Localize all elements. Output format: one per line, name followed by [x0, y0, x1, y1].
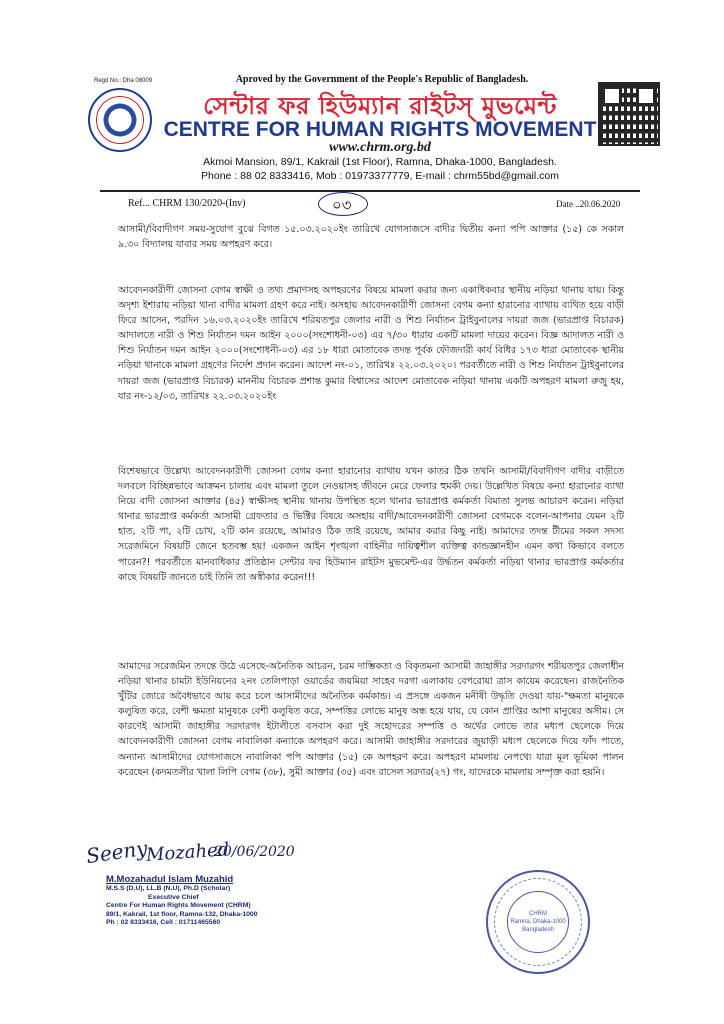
- approval-line: Aproved by the Government of the People's Republic of Bangladesh.: [235, 74, 529, 85]
- signer-organization: Centre For Human Rights Movement (CHRM): [106, 902, 251, 910]
- registration-number: Regd No.: Dha 08009: [94, 78, 153, 84]
- seal-line-1: CHRM: [529, 911, 547, 917]
- page-number: ০৩: [332, 196, 352, 214]
- organization-contact: Phone : 88 02 8333416, Mob : 01973377779, E-mail : chrm55bd@gmail.com: [201, 170, 559, 182]
- website-link[interactable]: www.chrm.org.bd: [329, 140, 431, 155]
- signer-block: [106, 874, 258, 928]
- qr-code-icon: [598, 82, 660, 146]
- signature-date: 20/06/2020: [214, 844, 295, 860]
- organization-name-english: CENTRE FOR HUMAN RIGHTS MOVEMENT: [163, 118, 597, 141]
- organization-logo-icon: [88, 88, 152, 152]
- official-seal-stamp: [486, 870, 590, 974]
- body-paragraph-3: বিশেষভাবে উল্লেখ্য আবেদনকারীণী জোসনা বেগম কন্যা হারানোর ব্যাথায় যখন কাতর ঠিক তখনি আসামী/বিবাদীগণ বাদীর বাড়ীতে দলবলে বিচ্ছিন্নভাবে আক্রমন চালায় এবং মামলা তুলে নেওয়াসহ জীবনে মেরে ফেলার হুমকী দেয়। উল্লেখিত বিষয়ে কন্যা হারানোর ব্যাথা নিয়ে বাদী জোসনা আক্তার (৪৫) স্বাক্ষীসহ স্থানীয় থানায় উপস্থিত হলে থানার ভারপ্রাপ্ত কর্মকর্তা বিমাতা সুলভ আচারণ করেন। নড়িয়া থানার ভারপ্রাপ্ত কর্মকর্তা আসামী গ্রেফতার ও ভিক্টির বিষয়ে অসহায় বাদী/আবেদনকারীণী জোসনা বেগমকে বলেন-আপনার যেমন ২টি হাত, ২টি পা, ২টি চোখ, ২টি কান রয়েছে, আমারও ঠিক তাই রয়েছে, আমার করার কিছু নাই। আমাদের তদন্ত টীমের সকল সদস্য সরেজমিনে বিষয়টি জেনে হতবম্ভ হয়! একজন আইন শৃংঙ্খলা বাহিনীর দায়িত্বশীল ব্যক্তিত্ব কান্ডজ্ঞানহীন এমন কথা কিভাবে বলতে পারেন?! পরবর্তীতে মানবাধিকার প্রতিষ্ঠান সেন্টার ফর হিউম্যান রাইটস মুভমেন্ট-এর উর্দ্ধতন কর্মকর্তা নড়িয়া থানার ভারপ্রাপ্ত কর্মকর্তার কাছে বিষয়টি জানতে চাই তিনি তা অস্বীকার করেন!!!: [118, 466, 624, 583]
- organization-name-bengali: সেন্টার ফর হিউম্যান রাইটস্‌ মুভমেন্ট: [203, 92, 557, 120]
- organization-address: Akmoi Mansion, 89/1, Kakrail (1st Floor), Ramna, Dhaka-1000, Bangladesh.: [203, 156, 557, 168]
- signature-1: Seeny: [84, 835, 149, 869]
- signature-2: Mozahed: [145, 839, 230, 866]
- seal-line-2: Ramna, Dhaka-1000: [510, 919, 566, 925]
- letter-date: Date ..20.06.2020: [556, 199, 621, 209]
- body-paragraph-2: আবেদনকারীণী জোসনা বেগম স্বাক্ষী ও তথ্য প্রমাণসহ অপহরণের বিষয়ে মামলা করার জন্য একাধিকবার স্থানীয় নড়িয়া থানায় যায়। কিন্তু অদৃশ্য ইশারায় নড়িয়া থানা বাদীর মামলা গ্রহণ করে নাই। অসহায় আবেদনকারীণী জোসনা বেগম কন্যা হারানোর ব্যাথায় ব্যথিত হয়ে বাড়ী ফিরে আসেন, পরদিন ১৬.০৩.২০২০ইং তারিখে শরিয়তপুর জেলার নারী ও শিশু নির্যাতন ট্রাইবুনালের দায়রা জজ (ভারপ্রাপ্ত বিচারক) আদালতে নারী ও শিশু নির্যাতন দমন আইন ২০০০(সংশোধনী-০৩) এর ৭/৩০ ধারায় একটি মামলা দায়ের করেন। বিজ্ঞ আদালত নারী ও শিশু নির্যাতন দমন আইন ২০০০(সংশোধনী-০৩) এর ১৮ ধারা মোতাবেক তদন্ত পূর্বক ফৌজদারী কার্য বিধির ১৭৩ ধারা মোতাবেক স্থানীয় নড়িয়া থানাকে মামলা গ্রহণের নির্দেশ প্রদান করেন। আদেশ নং-০১, তারিখঃ ২২.০৩.২০২০। পরবর্তীতে নারী ও শিশু নির্যাতন ট্রাইবুনালের দায়রা জজ (ভারপ্রাপ্ত বিচারক) মাননীয় বিচারক প্রশান্ত কুমার বিশ্বাসের আদেশ মোতাবেক নড়িয়া থানায় একটি অপহরণ মামলা রুজু হয়, যার নং-১২/০৩, তারিখঃ ২২.০৩.২০২০ইং: [118, 285, 624, 402]
- reference-number: Ref... CHRM 130/2020-(Inv): [128, 198, 246, 209]
- signer-name: M.Mozahadul Islam Muzahid: [106, 874, 234, 885]
- header-divider: [100, 190, 640, 192]
- seal-line-3: Bangladesh: [522, 927, 554, 933]
- signer-title: Executive Chief: [148, 893, 199, 901]
- signer-degrees: M.S.S (D.U), LL.B (N.U), Ph.D (Scholar): [106, 885, 231, 892]
- body-paragraph-4: আমাদের সরেজমিন তদন্তে উঠে এসেছে-অনৈতিক আচরন, চরম দাম্ভিকতা ও বিকৃতমনা আসামী জাহাঙ্গীর সরদারগং শরীয়তপুর জেলাধীন নড়িয়া থানার চামটা ইউনিয়নের ২নং তেলিপাড়া ওয়ার্ডের জয়মিয়া সাহেব দরগা এলাকায় বেপরোয়া ত্রাস কায়েম করেছেন। রাজনৈতিক খুঁটির জোরে অবৈধভাবে আয় করে চলে আসামীদের অনৈতিক কর্মকান্ড। এ প্রসঙ্গে একজন মনীষী উদ্ধৃতি দেওয়া যায়-"ক্ষমতা মানুষকে কলুষিত করে, বেশী ক্ষমতা মানুষকে বেশী কলুষিত করে, সম্পত্তির লোভে মানুষ অন্ধ হয়ে যায়, যে কোন প্রাপ্তির আশা মানুষের অসীম। সে কারণেই আসামী জাহাঙ্গীর সরদারগং ইটালীতে বসবাস করা দুই সহোদরের সম্পত্তি ও অর্থের লোভে তার মধ্যপ ছেলেকে দিয়ে আবেদনকারীণী জোসনা বেগম নাবালিকা কন্যাকে অপহরণ করে। আসামী জাহাঙ্গীর সরদারের জুয়াড়ী মধ্যপ ছেলেকে দিয়ে ফাঁদ পাতে, অন্যান্য আসামীদের যোগসাজসে নাবালিকা পপি আক্তার (১৫) কে অপহরণ করে। অপহরণ মামলায় নেপথ্যে যারা মূল ভূমিকা পালন করেছেন (কদমতলীর খালা লিপি বেগম (৩৮), সুমী আক্তার (৩৫) এবং রাসেল সরদার(২৭) গং, যাদেরকে মামলায় সম্পৃক্ত করা হয়নি।: [118, 661, 624, 778]
- body-paragraph-1: আসামী/বিবাদীগণ সময়-সুযোগ বুঝে বিগত ১৫.০৩.২০২০ইং তারিখে যোগসাজসে বাদীর দ্বিতীয় কন্যা পপি আক্তার (১৫) কে সকাল ৯.৩০ বিদ্যালয় যাবার সময় অপহরণ করে।: [118, 224, 624, 251]
- signer-address: 89/1, Kakrail, 1st floor, Ramna-132, Dhaka-1000: [106, 910, 258, 918]
- signer-phone: Ph : 02 8333416, Cell : 01711465560: [106, 919, 221, 927]
